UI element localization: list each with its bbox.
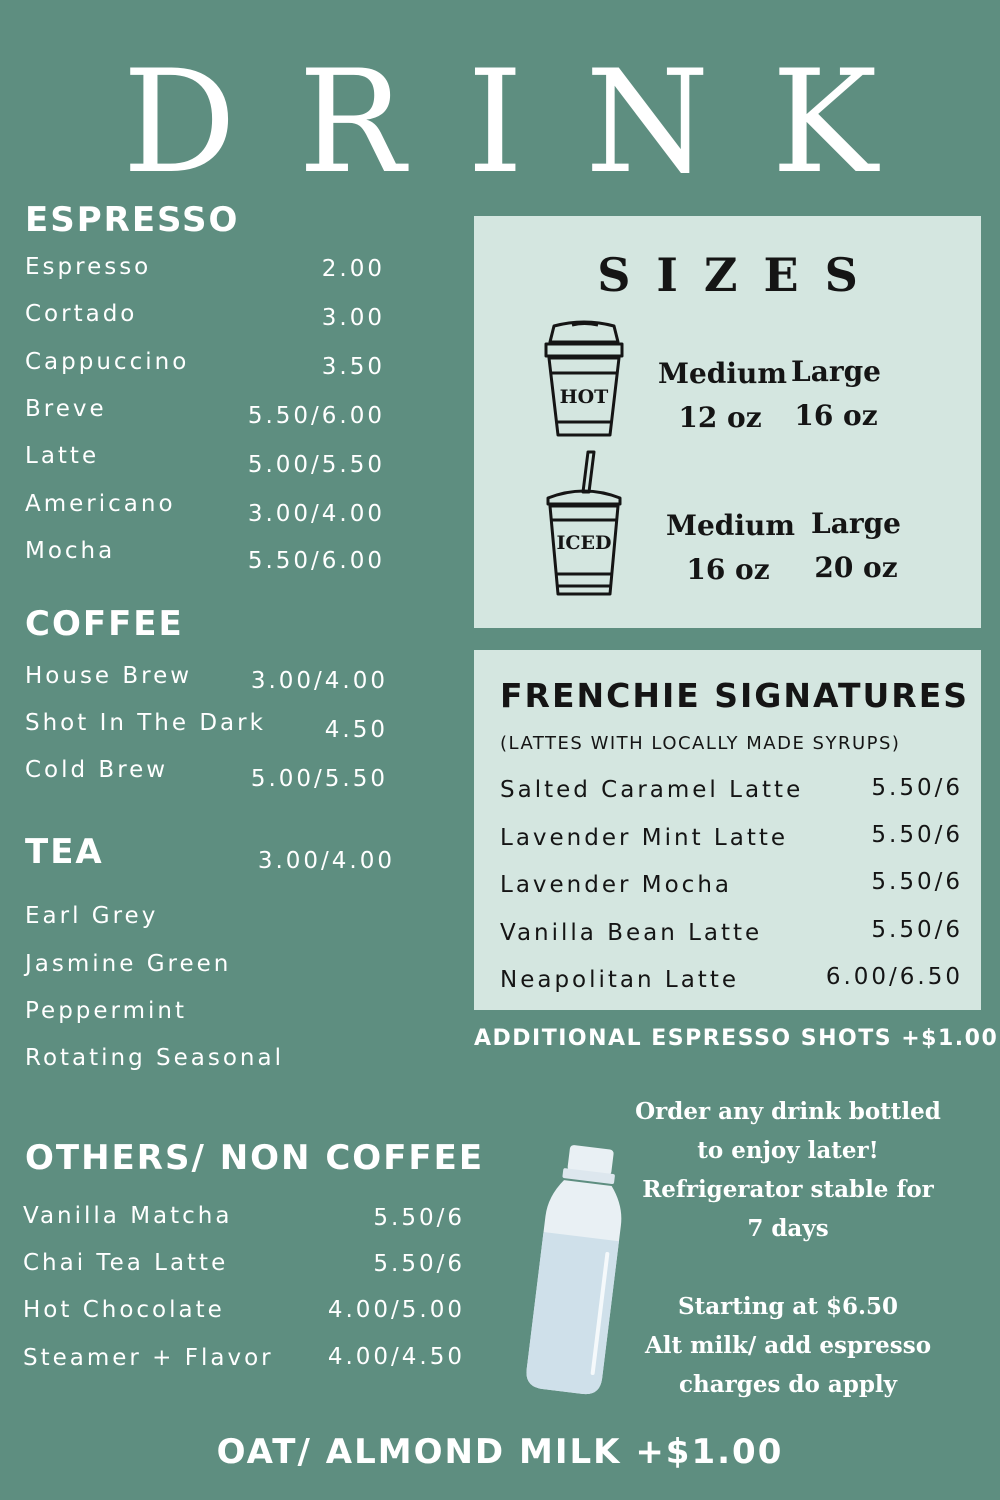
menu-item-price: 5.50/6.00 <box>247 548 385 574</box>
hot-medium-label: Medium <box>658 357 788 390</box>
hot-cup-icon <box>536 318 632 442</box>
bottled-note-line <box>604 1248 972 1287</box>
menu-item-price: 5.50/6 <box>871 775 963 801</box>
menu-item-name: Shot In The Dark <box>25 710 266 736</box>
menu-item-price: 5.00/5.50 <box>250 766 388 792</box>
tea-price: 3.00/4.00 <box>257 848 395 874</box>
menu-item-price: 5.50/6.00 <box>247 403 385 429</box>
bottled-note-line: Order any drink bottled <box>635 1098 941 1125</box>
bottled-note-line: to enjoy later! <box>697 1137 879 1164</box>
hot-cup-label: HOT <box>559 386 609 408</box>
tea-heading: TEA <box>25 832 104 872</box>
menu-item-price: 2.00 <box>321 256 385 282</box>
menu-item-name: Salted Caramel Latte <box>500 777 804 803</box>
menu-item-price: 4.00/5.00 <box>327 1297 465 1323</box>
menu-item-name: Peppermint <box>25 998 187 1024</box>
menu-item-name: Vanilla Bean Latte <box>500 920 763 946</box>
iced-cup-icon <box>536 448 632 600</box>
sizes-title: SIZES <box>597 248 884 302</box>
others-heading: OTHERS/ NON COFFEE <box>25 1138 485 1178</box>
menu-item-name: Cold Brew <box>25 757 169 783</box>
bottled-note-line: charges do apply <box>678 1371 898 1398</box>
menu-item-name: Mocha <box>25 538 116 564</box>
hot-medium-oz: 12 oz <box>678 401 762 434</box>
menu-item-name: Cortado <box>25 301 138 327</box>
hot-large-oz: 16 oz <box>794 399 878 432</box>
menu-item-price: 3.00/4.00 <box>247 501 385 527</box>
milk-surcharge-footer: OAT/ ALMOND MILK +$1.00 <box>216 1432 784 1472</box>
menu-item-price: 5.50/6 <box>373 1205 465 1231</box>
iced-large-label: Large <box>811 507 901 540</box>
iced-medium-oz: 16 oz <box>686 553 770 586</box>
frenchie-subheading: (LATTES WITH LOCALLY MADE SYRUPS) <box>500 733 901 754</box>
menu-item-price: 5.50/6 <box>871 822 963 848</box>
iced-large-oz: 20 oz <box>814 551 898 584</box>
menu-item-price: 5.50/6 <box>871 869 963 895</box>
menu-item-price: 5.00/5.50 <box>247 452 385 478</box>
menu-item-price: 6.00/6.50 <box>825 964 963 990</box>
menu-item-price: 4.00/4.50 <box>327 1344 465 1370</box>
frenchie-heading: FRENCHIE SIGNATURES <box>500 676 970 715</box>
menu-item-price: 5.50/6 <box>871 917 963 943</box>
hot-large-label: Large <box>791 355 881 388</box>
menu-item-name: Lavender Mint Latte <box>500 825 788 851</box>
menu-item-name: Latte <box>25 443 100 469</box>
menu-item-price: 3.00 <box>321 305 385 331</box>
menu-item-price: 3.50 <box>321 354 385 380</box>
menu-item-name: Steamer + Flavor <box>23 1345 274 1371</box>
menu-item-name: Rotating Seasonal <box>25 1045 284 1071</box>
menu-item-name: Espresso <box>25 254 152 280</box>
menu-item-name: House Brew <box>25 663 193 689</box>
menu-item-name: Cappuccino <box>25 349 190 375</box>
iced-cup-label: ICED <box>556 532 612 554</box>
menu-item-price: 5.50/6 <box>373 1251 465 1277</box>
menu-item-name: Hot Chocolate <box>23 1297 225 1323</box>
menu-item-name: Earl Grey <box>25 903 159 929</box>
bottled-note-line: Alt milk/ add espresso <box>644 1332 932 1359</box>
menu-item-name: Vanilla Matcha <box>23 1203 233 1229</box>
menu-item-name: Jasmine Green <box>25 951 232 977</box>
menu-item-name: Lavender Mocha <box>500 872 732 898</box>
menu-item-name: Chai Tea Latte <box>23 1250 229 1276</box>
bottled-note <box>604 1092 972 1404</box>
bottled-note-line: Refrigerator stable for <box>642 1176 934 1203</box>
bottled-note-line: Starting at $6.50 <box>678 1293 898 1320</box>
menu-item-name: Americano <box>25 491 176 517</box>
coffee-heading: COFFEE <box>25 604 184 644</box>
menu-item-name: Breve <box>25 396 107 422</box>
bottled-note-line: 7 days <box>747 1215 829 1242</box>
menu-item-price: 4.50 <box>324 717 388 743</box>
menu-title: DRINK <box>122 40 940 205</box>
additional-shots-note: ADDITIONAL ESPRESSO SHOTS +$1.00 <box>474 1026 999 1051</box>
iced-medium-label: Medium <box>666 509 796 542</box>
espresso-heading: ESPRESSO <box>25 200 240 240</box>
menu-item-name: Neapolitan Latte <box>500 967 739 993</box>
menu-item-price: 3.00/4.00 <box>250 668 388 694</box>
